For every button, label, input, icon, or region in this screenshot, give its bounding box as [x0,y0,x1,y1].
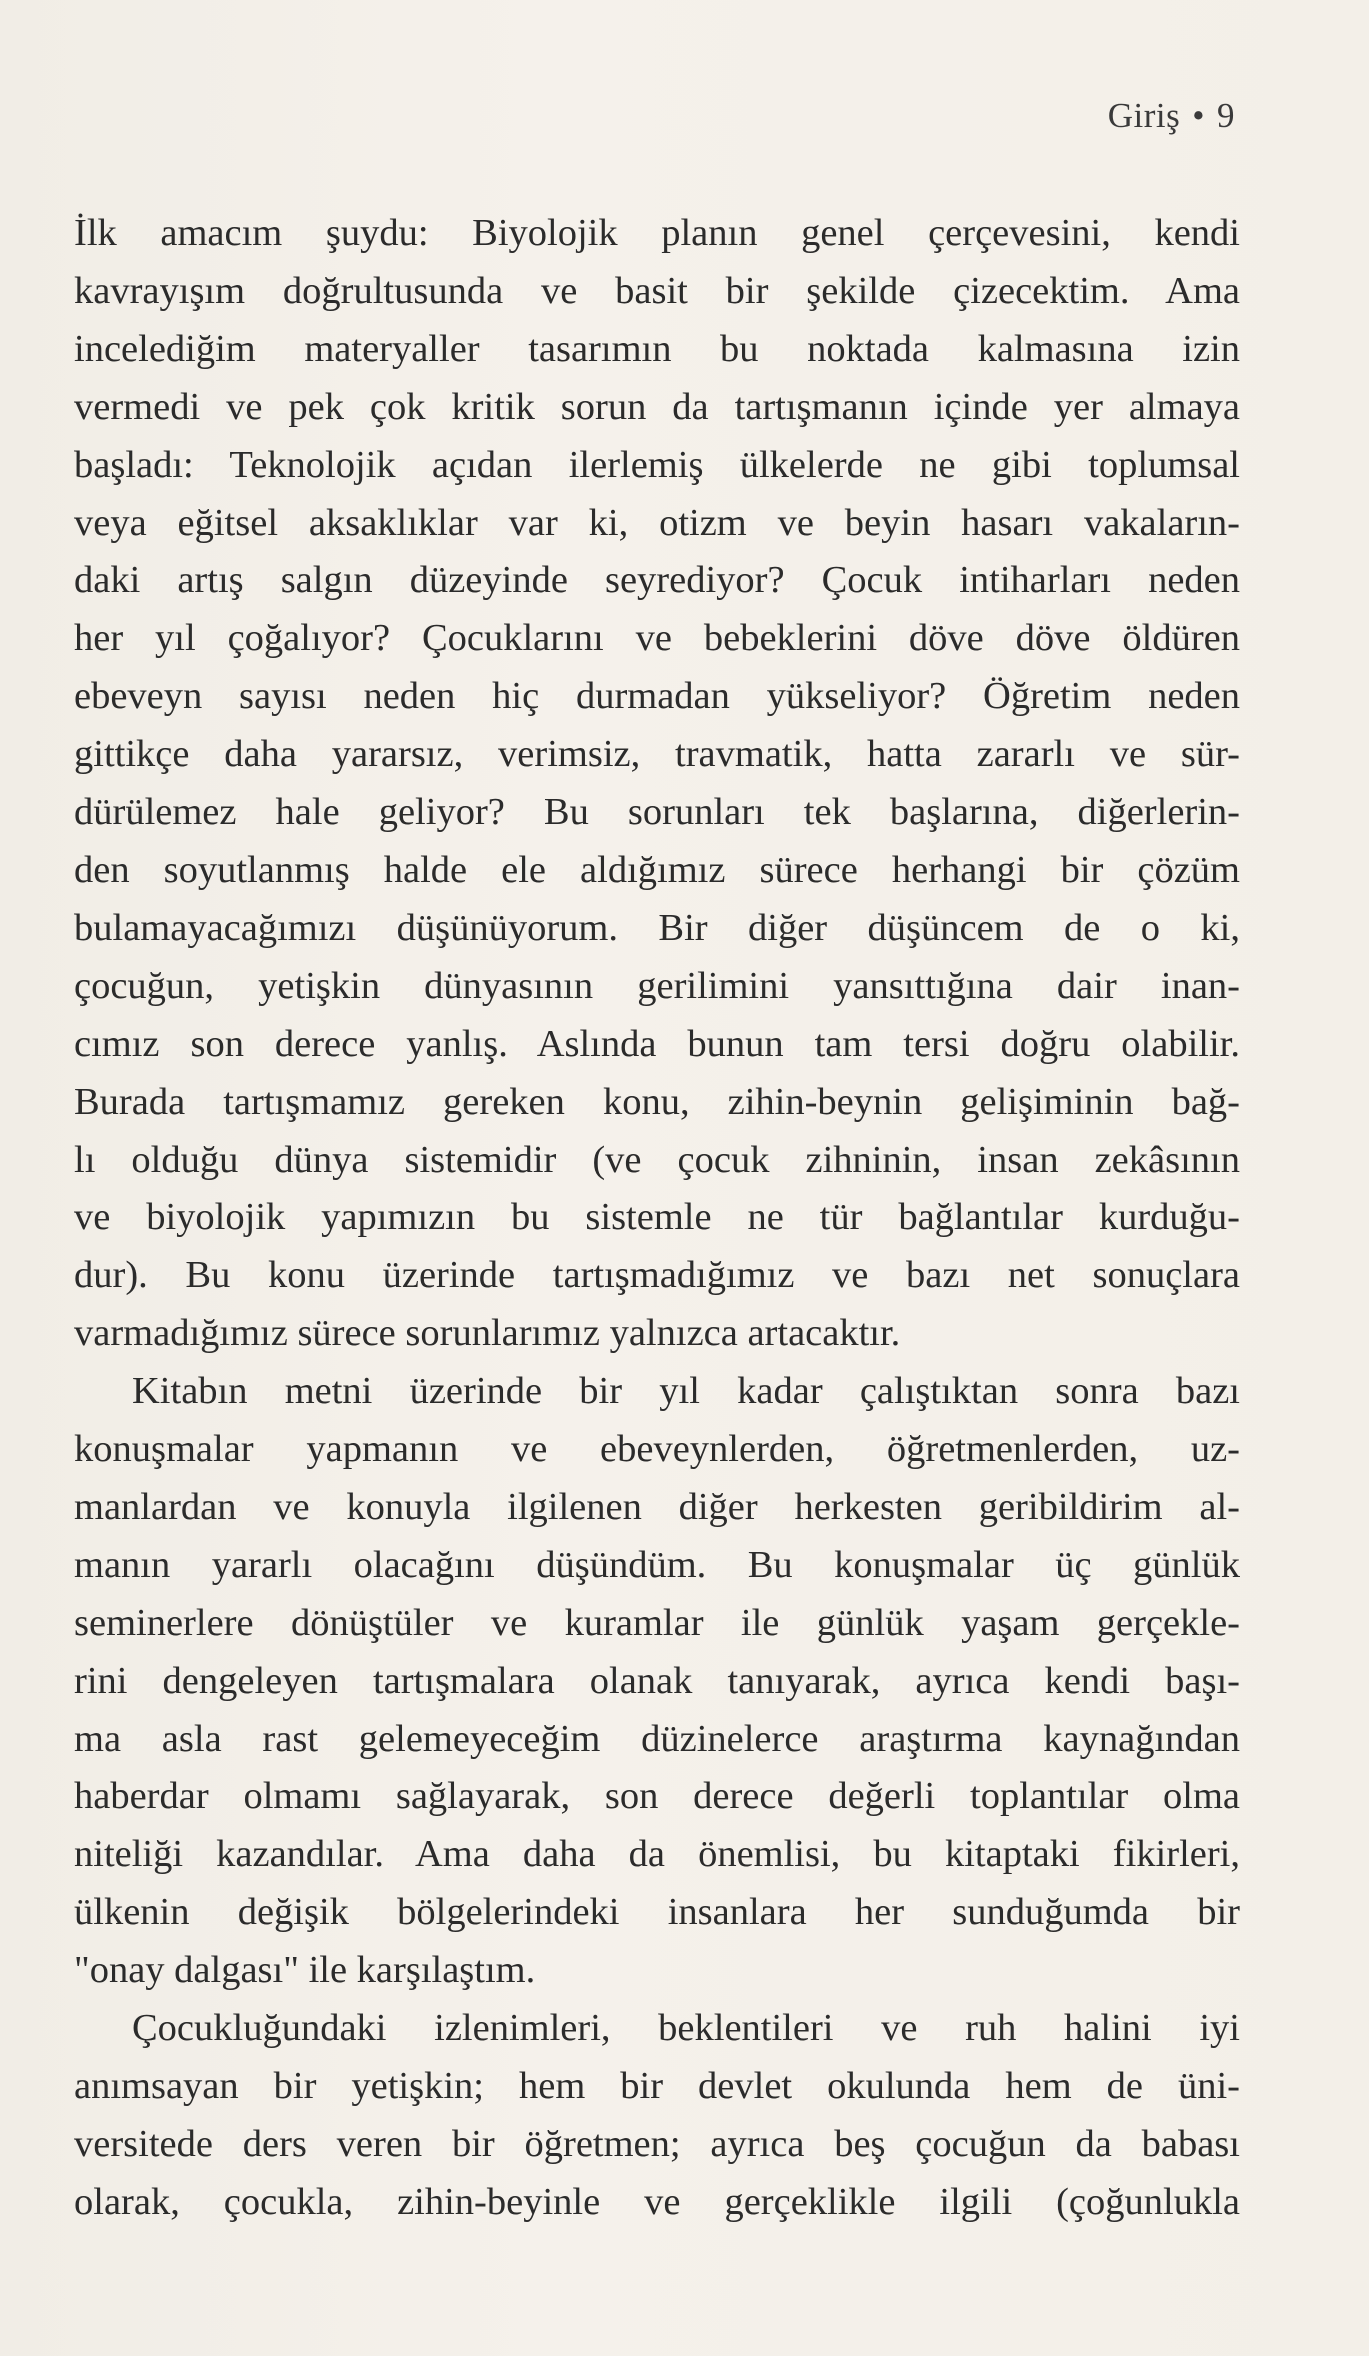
running-head [1108,96,1235,136]
text-line: varmadığımız sürece sorunlarımız yalnızca artacaktır. [74,1312,901,1355]
text-line: her yıl çoğalıyor? Çocuklarını ve bebeklerini döve döve öldüren [74,617,1240,660]
text-line: konuşmalar yapmanın ve ebeveynlerden, öğretmenlerden, uz- [74,1428,1240,1471]
text-line: vermedi ve pek çok kritik sorun da tartışmanın içinde yer almaya [74,385,1240,428]
text-line: Burada tartışmamız gereken konu, zihin-beynin gelişiminin bağ- [74,1080,1240,1123]
text-line: haberdar olmamı sağlayarak, son derece değerli toplantılar olma [74,1775,1240,1818]
text-line: gittikçe daha yararsız, verimsiz, travmatik, hatta zararlı ve sür- [74,733,1240,776]
text-line: rini dengeleyen tartışmalara olanak tanıyarak, ayrıca kendi başı- [74,1659,1240,1702]
text-line: ebeveyn sayısı neden hiç durmadan yükseliyor? Öğretim neden [74,675,1240,718]
text-line: ve biyolojik yapımızın bu sistemle ne tür bağlantılar kurduğu- [74,1196,1240,1239]
paragraph [74,1363,1240,2000]
paragraph [74,205,1240,1363]
header-separator: • [1192,96,1205,135]
text-line: "onay dalgası" ile karşılaştım. [74,1949,536,1992]
body-text [74,205,1240,2232]
text-line: dürülemez hale geliyor? Bu sorunları tek başlarına, diğerlerin- [74,791,1240,834]
text-line: bulamayacağımızı düşünüyorum. Bir diğer düşüncem de o ki, [74,906,1240,949]
text-line: veya eğitsel aksaklıklar var ki, otizm ve beyin hasarı vakaların- [74,501,1240,544]
text-line: çocuğun, yetişkin dünyasının gerilimini yansıttığına dair inan- [74,964,1240,1007]
section-title: Giriş [1107,96,1181,135]
text-line: daki artış salgın düzeyinde seyrediyor? Çocuk intiharları neden [74,559,1240,602]
text-line: dur). Bu konu üzerinde tartışmadığımız ve bazı net sonuçlara [74,1254,1240,1297]
text-line: başladı: Teknolojik açıdan ilerlemiş ülkelerde ne gibi toplumsal [74,443,1240,486]
text-line: kavrayışım doğrultusunda ve basit bir şekilde çizecektim. Ama [74,269,1240,312]
text-line: manın yararlı olacağını düşündüm. Bu konuşmalar üç günlük [74,1543,1240,1586]
text-line: manlardan ve konuyla ilgilenen diğer herkesten geribildirim al- [74,1485,1240,1528]
text-line: ülkenin değişik bölgelerindeki insanlara her sunduğumda bir [74,1891,1240,1934]
text-line: Çocukluğundaki izlenimleri, beklentileri ve ruh halini iyi [132,2007,1240,2050]
text-line: lı olduğu dünya sistemidir (ve çocuk zihninin, insan zekâsının [74,1138,1240,1181]
text-line: olarak, çocukla, zihin-beyinle ve gerçeklikle ilgili (çoğunlukla [74,2180,1240,2223]
text-line: niteliği kazandılar. Ama daha da önemlisi, bu kitaptaki fikirleri, [74,1833,1240,1876]
text-line: ma asla rast gelemeyeceğim düzinelerce araştırma kaynağından [74,1717,1240,1760]
text-line: incelediğim materyaller tasarımın bu noktada kalmasına izin [74,327,1240,370]
text-line: den soyutlanmış halde ele aldığımız sürece herhangi bir çözüm [74,848,1240,891]
text-line: seminerlere dönüştüler ve kuramlar ile günlük yaşam gerçekle- [74,1601,1240,1644]
text-line: İlk amacım şuydu: Biyolojik planın genel çerçevesini, kendi [74,212,1240,254]
text-line: anımsayan bir yetişkin; hem bir devlet okulunda hem de üni- [74,2065,1240,2107]
page-number: 9 [1217,96,1235,135]
text-line: Kitabın metni üzerinde bir yıl kadar çalıştıktan sonra bazı [132,1370,1240,1413]
paragraph [74,2000,1240,2232]
text-line: versitede ders veren bir öğretmen; ayrıca beş çocuğun da babası [74,2122,1240,2165]
text-line: cımız son derece yanlış. Aslında bunun tam tersi doğru olabilir. [74,1022,1240,1065]
